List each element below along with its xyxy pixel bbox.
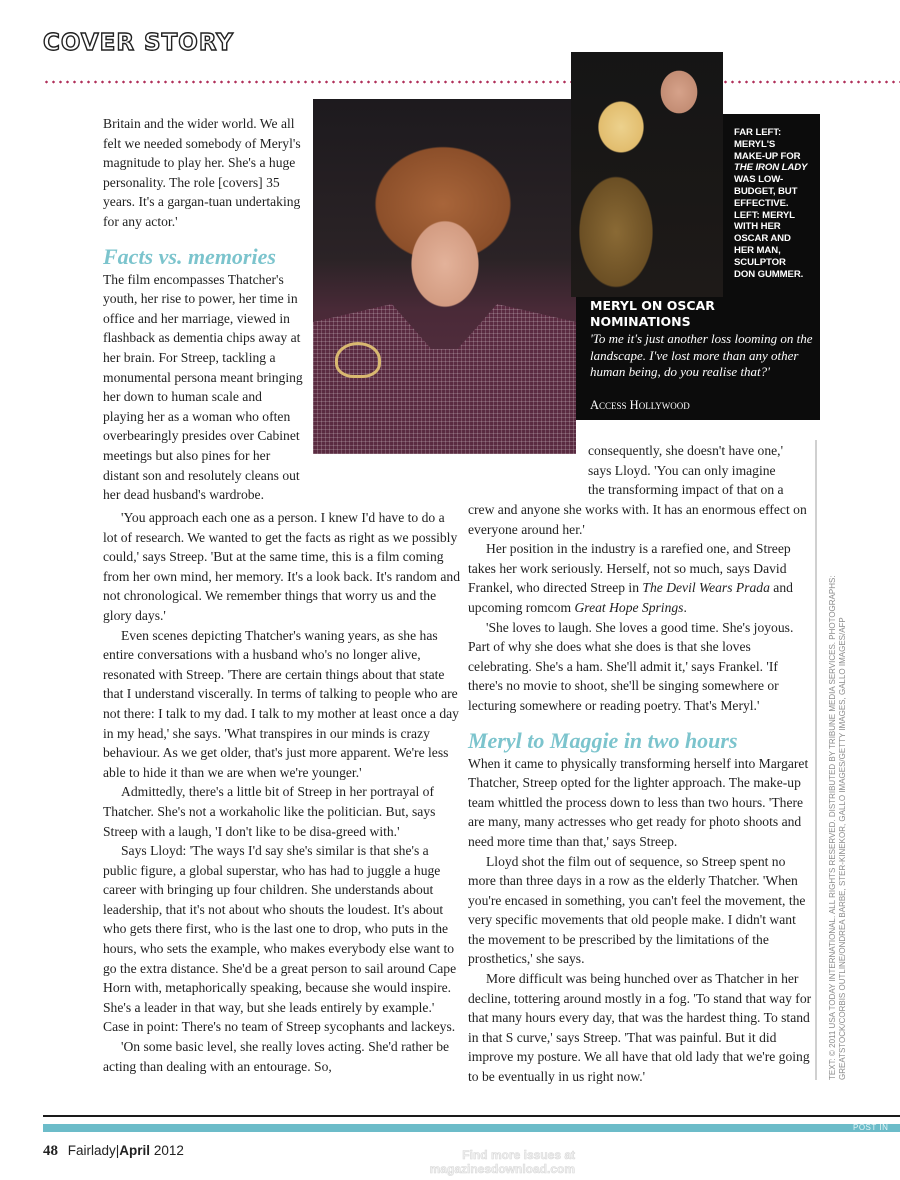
column-divider xyxy=(815,440,817,1080)
oscar-photo xyxy=(571,52,723,297)
watermark: Find more issues at magazinesdownload.com xyxy=(429,1148,575,1176)
article-column-right-top: consequently, she doesn't have one,' says Lloyd. 'You can only imagine the transforming impact of that on a xyxy=(588,443,784,498)
footer-teal-tag: POST IN xyxy=(853,1123,889,1132)
photo-credits: TEXT: © 2011 USA TODAY INTERNATIONAL. ALL RIGHTS RESERVED. DISTRIBUTED BY TRIBUNE MEDIA SERVICES. PHOTOGRAPHS: GREATSTOCK/CORBIS OUTLINE/ONDREA BARBE, STER-KINEKOR, GALLO IMAGES/GETTY IMAGES, GALLO IMAGES/AFP xyxy=(828,575,847,1080)
article-paragraph: When it came to physically transforming herself into Margaret Thatcher, Streep opted for the lighter approach. The make-up team whittled the process down to less than two hours. 'There are many, many actresses who get ready for photo shoots and need more time than that,' says Streep. xyxy=(468,755,809,849)
section-label: COVER STORY xyxy=(43,30,234,56)
dotted-divider xyxy=(43,80,571,84)
page-number: 48 xyxy=(43,1143,58,1159)
film-title: The Devil Wears Prada xyxy=(642,580,770,596)
issue-year: 2012 xyxy=(153,1143,184,1158)
pull-quote-title: MERYL ON OSCAR NOMINATIONS xyxy=(590,298,715,329)
footer-teal-bar xyxy=(43,1124,900,1132)
article-paragraph: 'You approach each one as a person. I knew I'd have to do a lot of research. We wanted to get the facts as right as we possibly could,' says Streep. 'But at the same time, this is a film coming from her own mind, her memory. It's a look back. It's random and not chronological. We remember things that worry us and the glory days.' xyxy=(103,510,460,623)
footer-rule xyxy=(43,1115,900,1117)
article-column-left-bottom xyxy=(103,508,461,1076)
article-paragraph: Lloyd shot the film out of sequence, so Streep spent no more than three days in a row as the elderly Thatcher. 'When you're encased in something, you can't feel the movement, the very specific movements that old people make. I didn't want the movement to be prescribed by the limitations of the prosthetics,' she says. xyxy=(468,853,806,967)
pull-quote-text: 'To me it's just another loss looming on the landscape. I've lost more than any other human being, do you realise that?' xyxy=(590,331,813,380)
footer-separator: | xyxy=(115,1143,120,1158)
page-footer xyxy=(43,1143,184,1160)
article-column-left-top xyxy=(103,114,303,505)
article-paragraph: Says Lloyd: 'The ways I'd say she's similar is that she's a public figure, a global superstar, who has had to juggle a huge career with bringing up four children. She understands about leadership, that it's not about who shouts the loudest. It's about who gets there first, who is the last one to drop, who puts in the hours, who sets the example, who makes everybody else want to go the extra distance. She'd be a great person to sail around Cape Horn with, metaphorically speaking, because she would inspire. She's a leader in that way, but she leads entirely by example.' Case in point: There's no team of Streep sycophants and lackeys. xyxy=(103,843,457,1035)
article-paragraph: 'She loves to laugh. She loves a good time. She's joyous. Part of why she does what she does is that she loves celebrating. She's a ham. She'll admit it,' says Frankel. 'If there's no movie to shoot, she'll be singing somewhere or lecturing somewhere or reading poetry. That's Meryl.' xyxy=(468,619,794,713)
article-paragraph: Admittedly, there's a little bit of Streep in her portrayal of Thatcher. She's not a workaholic like the politician. But, says Streep with a laugh, 'I don't like to be disa-greed with.' xyxy=(103,784,436,839)
magazine-name: Fairlady xyxy=(67,1143,116,1158)
article-paragraph: Even scenes depicting Thatcher's waning years, as she has entire conversations with a husband who's no longer alive, resonated with Streep. 'There are certain things about that state that I understand viscerally. In terms of talking to people who are not there: I talk to my dad. I talk to my mother at least once a day in my head,' she says. 'What transpires in our minds is crazy behaviour. As we get older, that's just more apparent. We're less able to hide it than we are when we're younger.' xyxy=(103,627,459,780)
issue-month: April xyxy=(119,1143,151,1158)
photo-caption: FAR LEFT: MERYL'S MAKE-UP FOR THE IRON LADY WAS LOW- BUDGET, BUT EFFECTIVE. LEFT: MERYL WITH HER OSCAR AND HER MAN, SCULPTOR DON GUMMER. xyxy=(734,127,808,280)
article-paragraph: Her position in the industry is a rarefied one, and Streep takes her work seriously. Herself, not so much, says David Frankel, who directed Streep in The Devil Wears Prada and upcoming romcom Great Hope Springs. xyxy=(468,541,793,615)
article-column-right xyxy=(468,500,813,1087)
photo-brooch xyxy=(335,342,381,378)
main-photo xyxy=(313,99,576,454)
subheading: Facts vs. memories xyxy=(103,243,276,269)
article-paragraph: 'On some basic level, she really loves acting. She'd rather be acting than dealing with an entourage. So, xyxy=(103,1039,450,1074)
film-title: Great Hope Springs xyxy=(574,599,684,615)
article-paragraph: More difficult was being hunched over as Thatcher in her decline, tottering around mostly in a fog. 'To stand that way for that many hours every day, that was the hardest thing. To stand in that S curve,' says Streep. 'That was painful. But it did improve my posture. We all have that old lady that we're going to be eventually in us right now.' xyxy=(468,971,812,1085)
pull-quote-source: Access Hollywood xyxy=(590,398,690,412)
subheading: Meryl to Maggie in two hours xyxy=(468,727,738,753)
dotted-divider xyxy=(722,80,900,84)
article-paragraph: Britain and the wider world. We all felt we needed somebody of Meryl's magnitude to play her. She's a huge personality. The role [covers] 35 years. It's a gargan-tuan undertaking for any actor.' xyxy=(103,116,301,229)
article-paragraph: crew and anyone she works with. It has an enormous effect on everyone around her.' xyxy=(468,502,807,537)
article-paragraph: The film encompasses Thatcher's youth, her rise to power, her time in office and her marriage, viewed in flashback as dementia chips away at her brain. For Streep, tackling a monumental persona meant bringing her down to human scale and playing her as a woman who often overbearingly presides over Cabinet meetings but also pines for her distant son and resolutely cleans out her dead husband's wardrobe. xyxy=(103,271,303,503)
photo-jacket xyxy=(313,304,576,454)
